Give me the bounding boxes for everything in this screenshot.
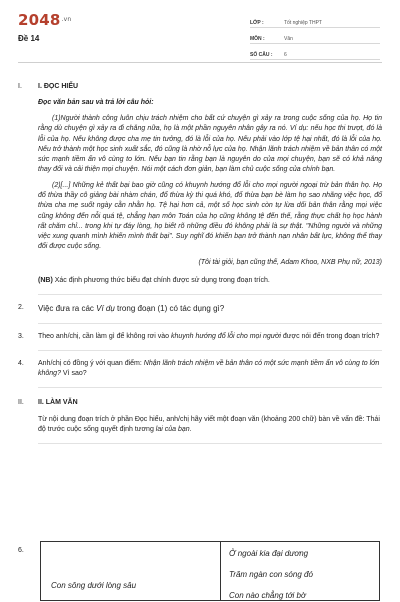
poem-line: Trăm ngàn con sóng đó <box>229 570 313 579</box>
section-reading-title <box>18 82 382 92</box>
question-4 <box>18 359 382 379</box>
reading-instruction: Đọc văn bản sau và trả lời câu hỏi: <box>38 99 154 107</box>
meta-value: 6 <box>284 51 287 58</box>
section-title: II. LÀM VĂN <box>38 399 78 407</box>
passage-paragraph-1: (1)Người thành công luôn chịu trách nhiệm cho bất cứ chuyện gì xảy ra trong cuộc sống của họ. Họ tin rằng dù chuyện gì xảy ra đi chăng nữa, họ là một phần nguyên nhân gây ra nó. Ví dụ: nếu học thi trượt, đó là lỗi của họ. Nếu không được cha mẹ tin tưởng, đó là lỗi của họ. Nếu phải vào lớp tệ hại nhất, đó là lỗi của họ. Nếu trở thành một học sinh xuất sắc, đó cũng là nhờ nỗ lực của họ. Nhận lãnh trách nhiệm về bản thân có một sức mạnh tiềm ẩn vô cùng to lớn. Nếu bạn tin rằng bạn là nguyên do của mọi chuyện, bạn sẽ có khả năng thay đổi và cải thiện mọi chuyện. Nói một cách đơn giản, bạn làm chủ cuộc sống của chính bạn. <box>38 115 382 173</box>
poem-line: Con nào chẳng tới bờ <box>229 591 306 600</box>
header-divider <box>18 62 382 63</box>
meta-label: SỐ CÂU : <box>250 51 273 58</box>
reading-passage <box>38 98 382 286</box>
poem-line: Con sông dưới lòng sâu <box>51 581 137 590</box>
question-text: Theo anh/chị, cần làm gì để không rơi vào khuynh hướng đổ lỗi cho mọi người được nói đến trong đoạn trích? <box>38 332 380 340</box>
meta-value: Tốt nghiệp THPT <box>284 19 322 26</box>
question-1 <box>38 276 382 286</box>
question-6-number: 6. <box>18 547 24 554</box>
divider <box>38 294 382 295</box>
passage-citation: (Tôi tài giỏi, bạn cũng thế, Adam Khoo, NXB Phụ nữ, 2013) <box>198 259 382 267</box>
exam-content <box>18 72 382 452</box>
divider <box>38 387 382 388</box>
exam-code: Đề 14 <box>18 34 40 43</box>
page-header <box>0 0 400 60</box>
nb-tag: (NB) <box>38 277 53 285</box>
question-2 <box>18 303 382 315</box>
question-5: Từ nội dung đoạn trích ở phần Đọc hiểu, anh/chị hãy viết một đoạn văn (khoảng 200 chữ) bàn về vấn đề: Thái độ trước cuộc sống quyết định tương lai của bạn. <box>38 415 380 433</box>
exam-meta <box>250 12 380 60</box>
divider <box>38 323 382 324</box>
question-number: 4. <box>18 360 24 368</box>
meta-label: MÔN : <box>250 35 265 42</box>
question-text: Anh/chị có đồng ý với quan điểm: Nhận lãnh trách nhiệm về bản thân có một sức mạnh tiềm ẩn vô cùng to lớn không? Vì sao? <box>38 360 380 378</box>
section-title: I. ĐỌC HIỂU <box>38 83 79 90</box>
poem-column-right <box>221 542 379 600</box>
question-number: 3. <box>18 332 24 340</box>
poem-table <box>40 541 380 601</box>
meta-value: Văn <box>284 35 293 42</box>
divider <box>38 443 382 444</box>
poem-line: Ở ngoài kia đại dương <box>229 549 309 558</box>
meta-label: LỚP : <box>250 19 264 26</box>
meta-row-subject <box>250 28 380 44</box>
passage-paragraph-2: (2)[...] Những kẻ thất bại bao giờ cũng có khuynh hướng đổ lỗi cho mọi người ngoại trừ bản thân họ. Họ đổ thừa thầy cô giảng bài nhàm chán, đổ thừa kỳ thi quá khó, đổ thừa bạn bè làm họ sao nhãng việc học, đổ thừa cha mẹ suốt ngày cằn nhằn họ. Tệ hại hơn cả, một số học sinh còn tự lừa dối bản thân rằng mọi việc cũng không đến nỗi quá tệ, chẳng hạn môn Toán của họ cũng không tệ đến thế, rằng thực chất họ học hành rất chăm chỉ... trong khi tự đáy lòng, họ biết rõ những điều đó không phải là sự thật. "Những người và những việc xung quanh mình khiến mình thất bại". Suy nghĩ đó khiến bạn trở thành nạn nhân bất lực, không thể thay đổi được cuộc sống. <box>38 182 382 250</box>
section-writing-title <box>18 398 382 408</box>
section-number: I. <box>18 83 22 90</box>
divider <box>38 350 382 351</box>
poem-column-left <box>41 542 221 600</box>
section-number: II. <box>18 399 24 407</box>
question-number: 2. <box>18 304 24 312</box>
question-text: Việc đưa ra các Ví dụ trong đoạn (1) có tác dụng gì? <box>38 304 225 314</box>
question-3 <box>18 332 382 342</box>
question-1-text: Xác định phương thức biểu đạt chính được sử dụng trong đoạn trích. <box>54 277 270 285</box>
meta-row-count <box>250 44 380 60</box>
meta-row-class <box>250 12 380 28</box>
site-logo[interactable]: 2048.vn <box>18 11 72 29</box>
